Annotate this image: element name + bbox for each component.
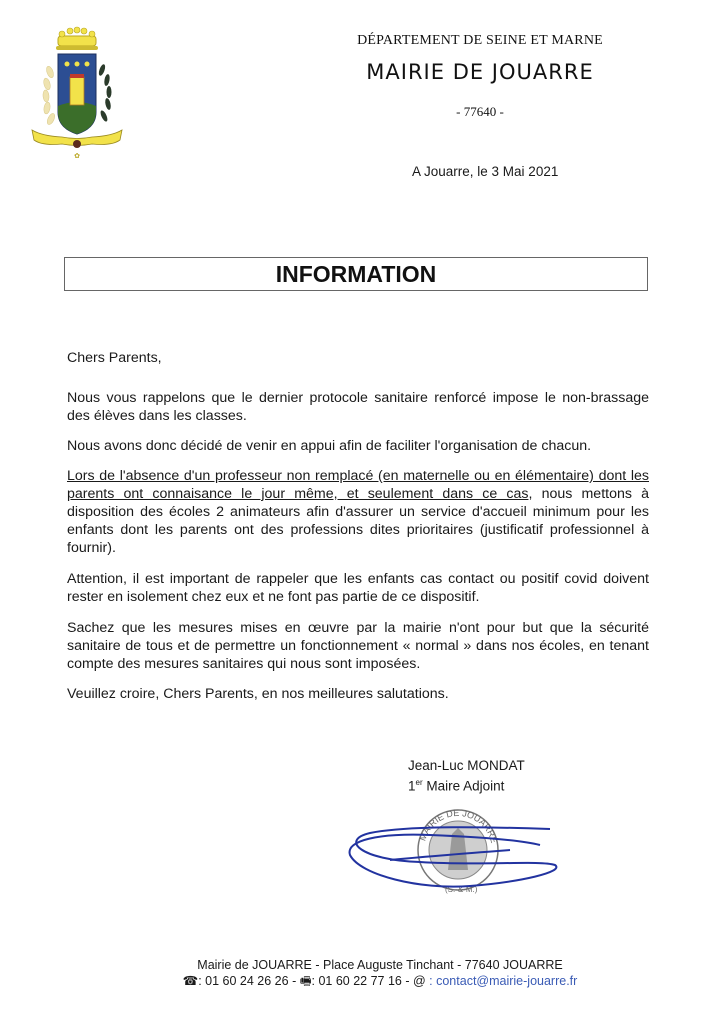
signatory-title: 1er Maire Adjoint <box>408 778 505 794</box>
underlined-condition: Lors de l'absence d'un professeur non remplacé (en maternelle ou en élémentaire) dont les parents ont connaisance le jour même, et seulement dans ce cas <box>67 468 649 502</box>
email-link[interactable]: contact@mairie-jouarre.fr <box>436 974 578 988</box>
svg-text:✿: ✿ <box>74 152 80 160</box>
greeting: Chers Parents, <box>67 350 162 366</box>
phone-icon: ☎ <box>182 974 199 988</box>
paragraph-absence <box>67 467 649 557</box>
paragraph-measures: Sachez que les mesures mises en œuvre par la mairie n'ont pour but que la sécurité sanitaire de tous et de permettre un fonctionnement « normal » dans nos écoles, en tenant compte des mesures sanitaires qui nous sont imposées. <box>67 620 649 672</box>
svg-text:MAIRIE DE JOUARRE: MAIRIE DE JOUARRE <box>417 807 500 845</box>
document-title: INFORMATION <box>64 257 648 291</box>
wheat-branch-icon <box>42 65 56 125</box>
paragraph-protocol: Nous vous rappelons que le dernier protocole sanitaire renforcé impose le non-brassage des élèves dans les classes. <box>67 390 649 424</box>
signatory <box>408 757 525 795</box>
signature-and-stamp <box>340 800 560 905</box>
fax-number: : 01 60 22 77 16 - <box>311 974 413 988</box>
crown-icon <box>56 27 98 50</box>
svg-text:(S.-&-M.): (S.-&-M.) <box>445 885 478 894</box>
phone-number: : 01 60 24 26 26 - <box>198 974 300 988</box>
closing: Veuillez croire, Chers Parents, en nos meilleures salutations. <box>67 686 449 702</box>
footer-address: Mairie de JOUARRE - Place Auguste Tinchant - 77640 JOUARRE <box>197 958 563 972</box>
paragraph-attention: Attention, il est important de rappeler que les enfants cas contact ou positif covid doivent rester en isolement chez eux et ne font pas partie de ce dispositif. <box>67 571 649 605</box>
fax-icon: 🖷 <box>299 974 312 988</box>
paragraph-absence-rest: , nous mettons à disposition des écoles 2 animateurs afin d'assurer un service d'accueil minimum pour les enfants dont les parents ont des professions dites prioritaires (justificatif professionnel à fournir). <box>67 486 650 556</box>
footer-contact: ☎: 01 60 24 26 26 - 🖷: 01 60 22 77 16 - @ : contact@mairie-jouarre.fr <box>182 974 578 988</box>
mairie-name: MAIRIE DE JOUARRE <box>366 60 594 84</box>
email-icon: @ <box>412 974 426 988</box>
paragraph-support: Nous avons donc décidé de venir en appui afin de faciliter l'organisation de chacun. <box>67 438 592 454</box>
laurel-branch-icon <box>98 64 112 123</box>
date-line: A Jouarre, le 3 Mai 2021 <box>412 164 559 179</box>
tower-icon <box>70 77 84 105</box>
stars-icon <box>65 62 90 67</box>
department-name: DÉPARTEMENT DE SEINE ET MARNE <box>357 33 603 48</box>
postal-code: - 77640 - <box>456 104 504 119</box>
coat-of-arms-logo <box>22 22 132 162</box>
signatory-name: Jean-Luc MONDAT <box>408 758 525 773</box>
